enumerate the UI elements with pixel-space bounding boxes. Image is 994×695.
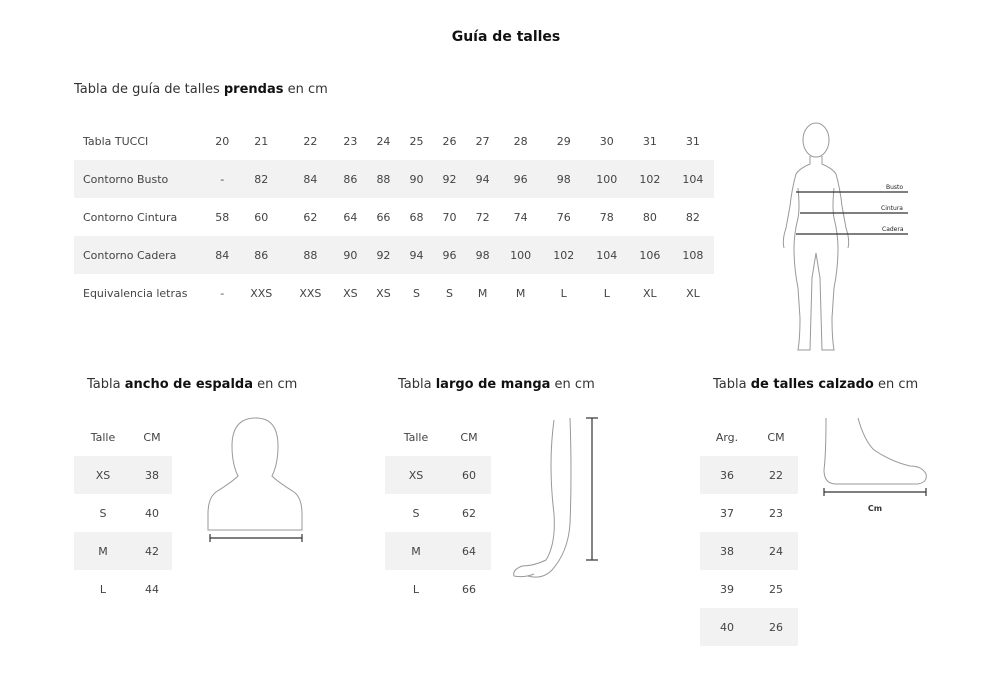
table-cell: L (603, 286, 610, 300)
table-cell: 25 (769, 582, 783, 596)
garment-size-table (74, 122, 714, 312)
table-cell: 24 (376, 134, 391, 148)
table-cell: - (220, 286, 225, 300)
table-row (700, 532, 798, 570)
column-header: CM (460, 430, 478, 444)
table-cell: 58 (215, 210, 230, 224)
table-cell: 31 (642, 134, 657, 148)
table-cell: 82 (235, 160, 287, 198)
table-cell: 20 (215, 134, 230, 148)
table-cell: 86 (235, 236, 287, 274)
table-cell: 106 (628, 236, 672, 274)
row-label: Tabla TUCCI (83, 134, 149, 148)
back-section-title: Tabla ancho de espalda en cm (87, 377, 298, 392)
table-header-row (700, 418, 798, 456)
table-cell: 23 (343, 134, 358, 148)
table-cell: S (412, 506, 420, 520)
table-cell: 64 (447, 532, 491, 570)
sleeve-section-title: Tabla largo de manga en cm (398, 377, 595, 392)
table-cell: 22 (754, 456, 798, 494)
table-cell: 38 (700, 532, 754, 570)
table-row (74, 274, 714, 312)
table-cell: 40 (145, 506, 159, 520)
table-row (700, 456, 798, 494)
table-row (700, 494, 798, 532)
table-row (74, 456, 172, 494)
table-cell: L (412, 582, 420, 596)
body-measurement-figure (764, 118, 914, 358)
table-cell: 25 (409, 134, 424, 148)
sleeve-length-figure (508, 414, 602, 584)
foot-length-figure (818, 414, 932, 518)
table-cell: XXS (299, 286, 322, 300)
table-cell: 88 (367, 160, 399, 198)
table-row (74, 122, 714, 160)
garments-section-title: Tabla de guía de talles prendas en cm (74, 82, 328, 97)
table-cell: 74 (513, 210, 528, 224)
table-cell: 62 (462, 506, 476, 520)
table-cell: XL (686, 286, 700, 300)
table-cell: L (99, 582, 107, 596)
hip-label: Cadera (882, 226, 904, 233)
table-row (385, 494, 491, 532)
table-cell: 22 (303, 134, 318, 148)
table-cell: 100 (586, 160, 628, 198)
table-cell: 102 (628, 160, 672, 198)
row-label: Equivalencia letras (83, 286, 188, 300)
table-cell: 44 (145, 582, 159, 596)
table-cell: M (477, 286, 488, 300)
table-cell: 37 (720, 506, 734, 520)
table-cell: 26 (754, 608, 798, 646)
table-row (385, 456, 491, 494)
table-cell: L (560, 286, 567, 300)
table-row (74, 494, 172, 532)
back-width-figure (204, 414, 308, 546)
table-cell: 62 (303, 210, 318, 224)
table-cell: 84 (287, 160, 333, 198)
row-label: Contorno Cadera (74, 236, 209, 274)
table-cell: 104 (586, 236, 628, 274)
sleeve-length-table (385, 418, 491, 608)
table-cell: 60 (254, 210, 269, 224)
table-cell: 66 (376, 210, 391, 224)
table-cell: 102 (542, 236, 586, 274)
table-cell: 38 (132, 456, 172, 494)
table-cell: 72 (475, 210, 490, 224)
table-cell: M (74, 532, 132, 570)
table-cell: 82 (685, 210, 700, 224)
table-cell: 96 (434, 236, 466, 274)
table-cell: 76 (556, 210, 571, 224)
back-width-table (74, 418, 172, 608)
table-cell: 100 (500, 236, 542, 274)
waist-label: Cintura (881, 205, 903, 212)
table-cell: 98 (466, 236, 500, 274)
table-cell: M (515, 286, 526, 300)
table-cell: 108 (672, 236, 714, 274)
table-row (385, 532, 491, 570)
table-header-row (385, 418, 491, 456)
table-cell: 104 (672, 160, 714, 198)
table-cell: XS (74, 456, 132, 494)
table-cell: 26 (442, 134, 457, 148)
table-cell: 60 (447, 456, 491, 494)
table-cell: 64 (343, 210, 358, 224)
table-row (700, 570, 798, 608)
table-cell: 92 (434, 160, 466, 198)
table-cell: 36 (700, 456, 754, 494)
table-cell: 23 (769, 506, 783, 520)
column-header: CM (143, 430, 161, 444)
table-cell: XL (642, 286, 657, 300)
table-cell: 66 (462, 582, 476, 596)
table-cell: 80 (642, 210, 657, 224)
table-header-row (74, 418, 172, 456)
table-row (74, 160, 714, 198)
table-cell: S (99, 506, 107, 520)
table-cell: 94 (466, 160, 500, 198)
table-row (700, 608, 798, 646)
column-header: CM (767, 430, 785, 444)
column-header: Talle (403, 430, 429, 444)
row-label: Contorno Busto (74, 160, 209, 198)
table-cell: 31 (685, 134, 700, 148)
column-header: Arg. (715, 430, 739, 444)
table-cell: 88 (287, 236, 333, 274)
page-title: Guía de talles (451, 29, 561, 45)
table-cell: 90 (399, 160, 433, 198)
table-cell: 68 (409, 210, 424, 224)
table-row (385, 570, 491, 608)
table-cell: S (446, 286, 454, 300)
column-header: Talle (90, 430, 116, 444)
foot-length-label: Cm (867, 504, 883, 513)
table-cell: 86 (333, 160, 367, 198)
table-cell: XS (385, 456, 447, 494)
table-cell: 78 (599, 210, 614, 224)
table-cell: 96 (500, 160, 542, 198)
table-cell: XS (343, 286, 358, 300)
table-cell: 21 (254, 134, 269, 148)
table-cell: S (413, 286, 420, 300)
row-label: Contorno Cintura (83, 210, 178, 224)
bust-label: Busto (886, 184, 904, 191)
table-cell: 90 (333, 236, 367, 274)
table-cell: 40 (700, 608, 754, 646)
table-cell: 92 (367, 236, 399, 274)
table-cell: XS (376, 286, 391, 300)
table-row (74, 532, 172, 570)
table-cell: M (385, 532, 447, 570)
table-cell: 84 (209, 236, 235, 274)
table-cell: 98 (542, 160, 586, 198)
table-cell: 42 (132, 532, 172, 570)
shoes-section-title: Tabla de talles calzado en cm (713, 377, 919, 392)
table-cell: 27 (475, 134, 490, 148)
table-row (74, 570, 172, 608)
table-cell: - (209, 160, 235, 198)
shoe-size-table (700, 418, 798, 646)
table-cell: 39 (720, 582, 734, 596)
table-cell: 24 (754, 532, 798, 570)
table-cell: 30 (599, 134, 614, 148)
table-cell: XXS (250, 286, 273, 300)
table-row (74, 198, 714, 236)
table-cell: 94 (399, 236, 433, 274)
table-row (74, 236, 714, 274)
table-cell: 70 (442, 210, 457, 224)
table-cell: 29 (556, 134, 571, 148)
table-cell: 28 (513, 134, 528, 148)
